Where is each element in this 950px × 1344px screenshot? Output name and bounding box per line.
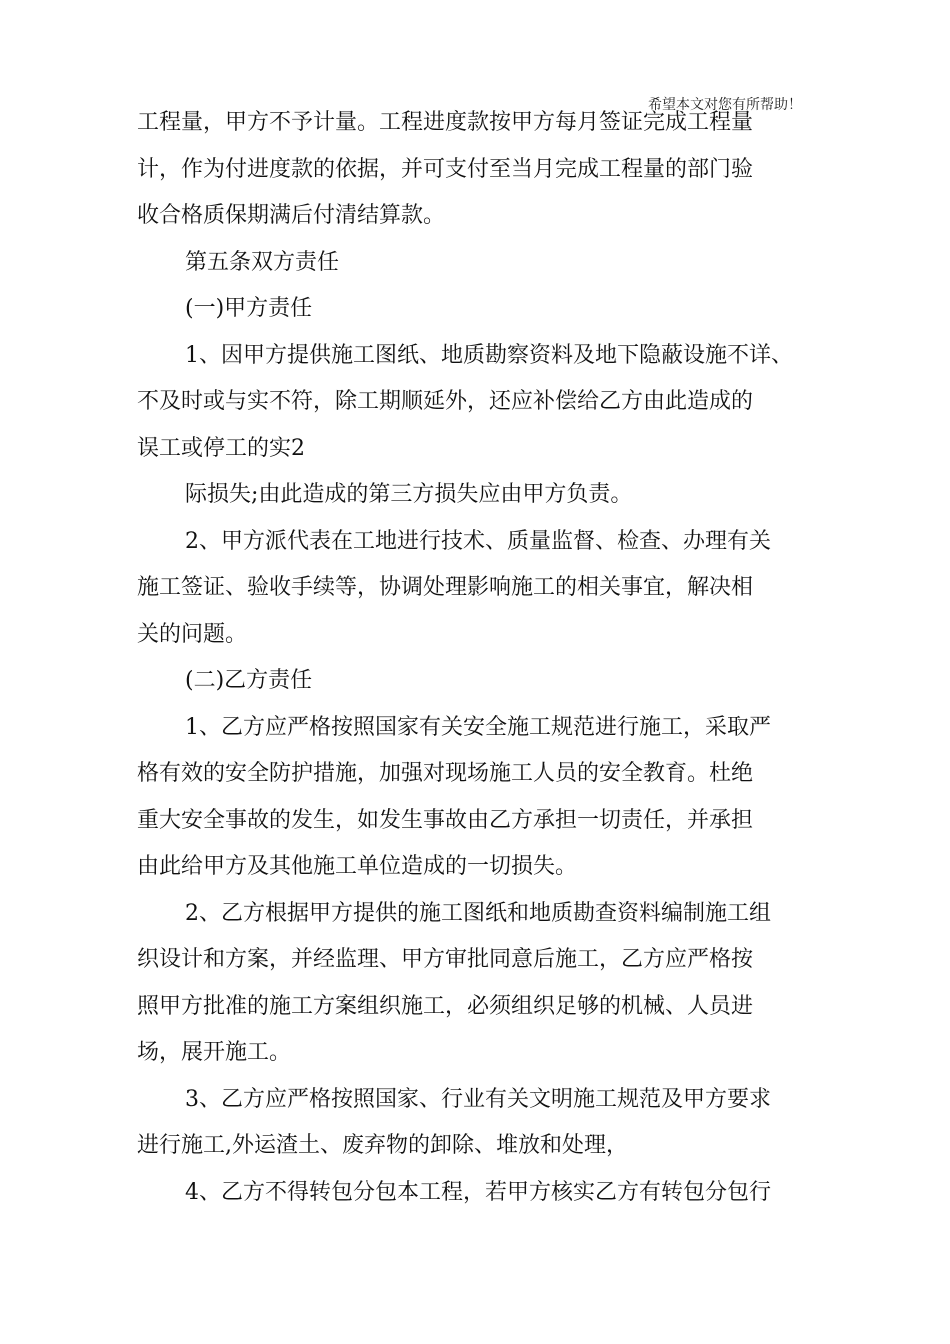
body-line: 际损失;由此造成的第三方损失应由甲方负责。 [185,482,633,507]
body-line: 2、乙方根据甲方提供的施工图纸和地质勘查资料编制施工组 [185,900,771,926]
body-line: 计，作为付进度款的依据，并可支付至当月完成工程量的部门验 [137,156,754,182]
body-line: 1、因甲方提供施工图纸、地质勘察资料及地下隐蔽设施不详、 [185,342,793,368]
body-line: 重大安全事故的发生，如发生事故由乙方承担一切责任，并承担 [137,807,754,833]
body-line: 照甲方批准的施工方案组织施工，必须组织足够的机械、人员进 [137,993,754,1019]
body-line: 2、甲方派代表在工地进行技术、质量监督、检查、办理有关 [185,528,771,554]
document-body [137,100,837,1216]
body-line: 收合格质保期满后付清结算款。 [137,203,446,228]
header-note: 希望本文对您有所帮助！ [648,97,802,113]
body-line: 误工或停工的实2 [137,435,305,461]
subsection-heading: (二)乙方责任 [185,668,313,693]
body-line: 场，展开施工。 [137,1040,292,1065]
body-line: 由此给甲方及其他施工单位造成的一切损失。 [137,854,578,879]
body-line: 不及时或与实不符，除工期顺延外，还应补偿给乙方由此造成的 [137,389,754,414]
section-heading: 第五条双方责任 [185,249,340,275]
body-line: 织设计和方案，并经监理、甲方审批同意后施工，乙方应严格按 [137,947,754,972]
body-line: 进行施工,外运渣土、废弃物的卸除、堆放和处理， [137,1133,628,1158]
body-line: 3、乙方应严格按照国家、行业有关文明施工规范及甲方要求 [185,1086,771,1112]
body-line: 工程量，甲方不予计量。工程进度款按甲方每月签证完成工程量 [137,110,754,135]
body-line: 格有效的安全防护措施，加强对现场施工人员的安全教育。杜绝 [137,761,754,786]
body-line: 1、乙方应严格按照国家有关安全施工规范进行施工，采取严 [185,714,771,740]
body-line: 施工签证、验收手续等，协调处理影响施工的相关事宜，解决相 [137,575,754,600]
body-line: 关的问题。 [137,621,248,647]
body-line: 4、乙方不得转包分包本工程，若甲方核实乙方有转包分包行 [185,1179,771,1205]
subsection-heading: (一)甲方责任 [185,296,313,321]
